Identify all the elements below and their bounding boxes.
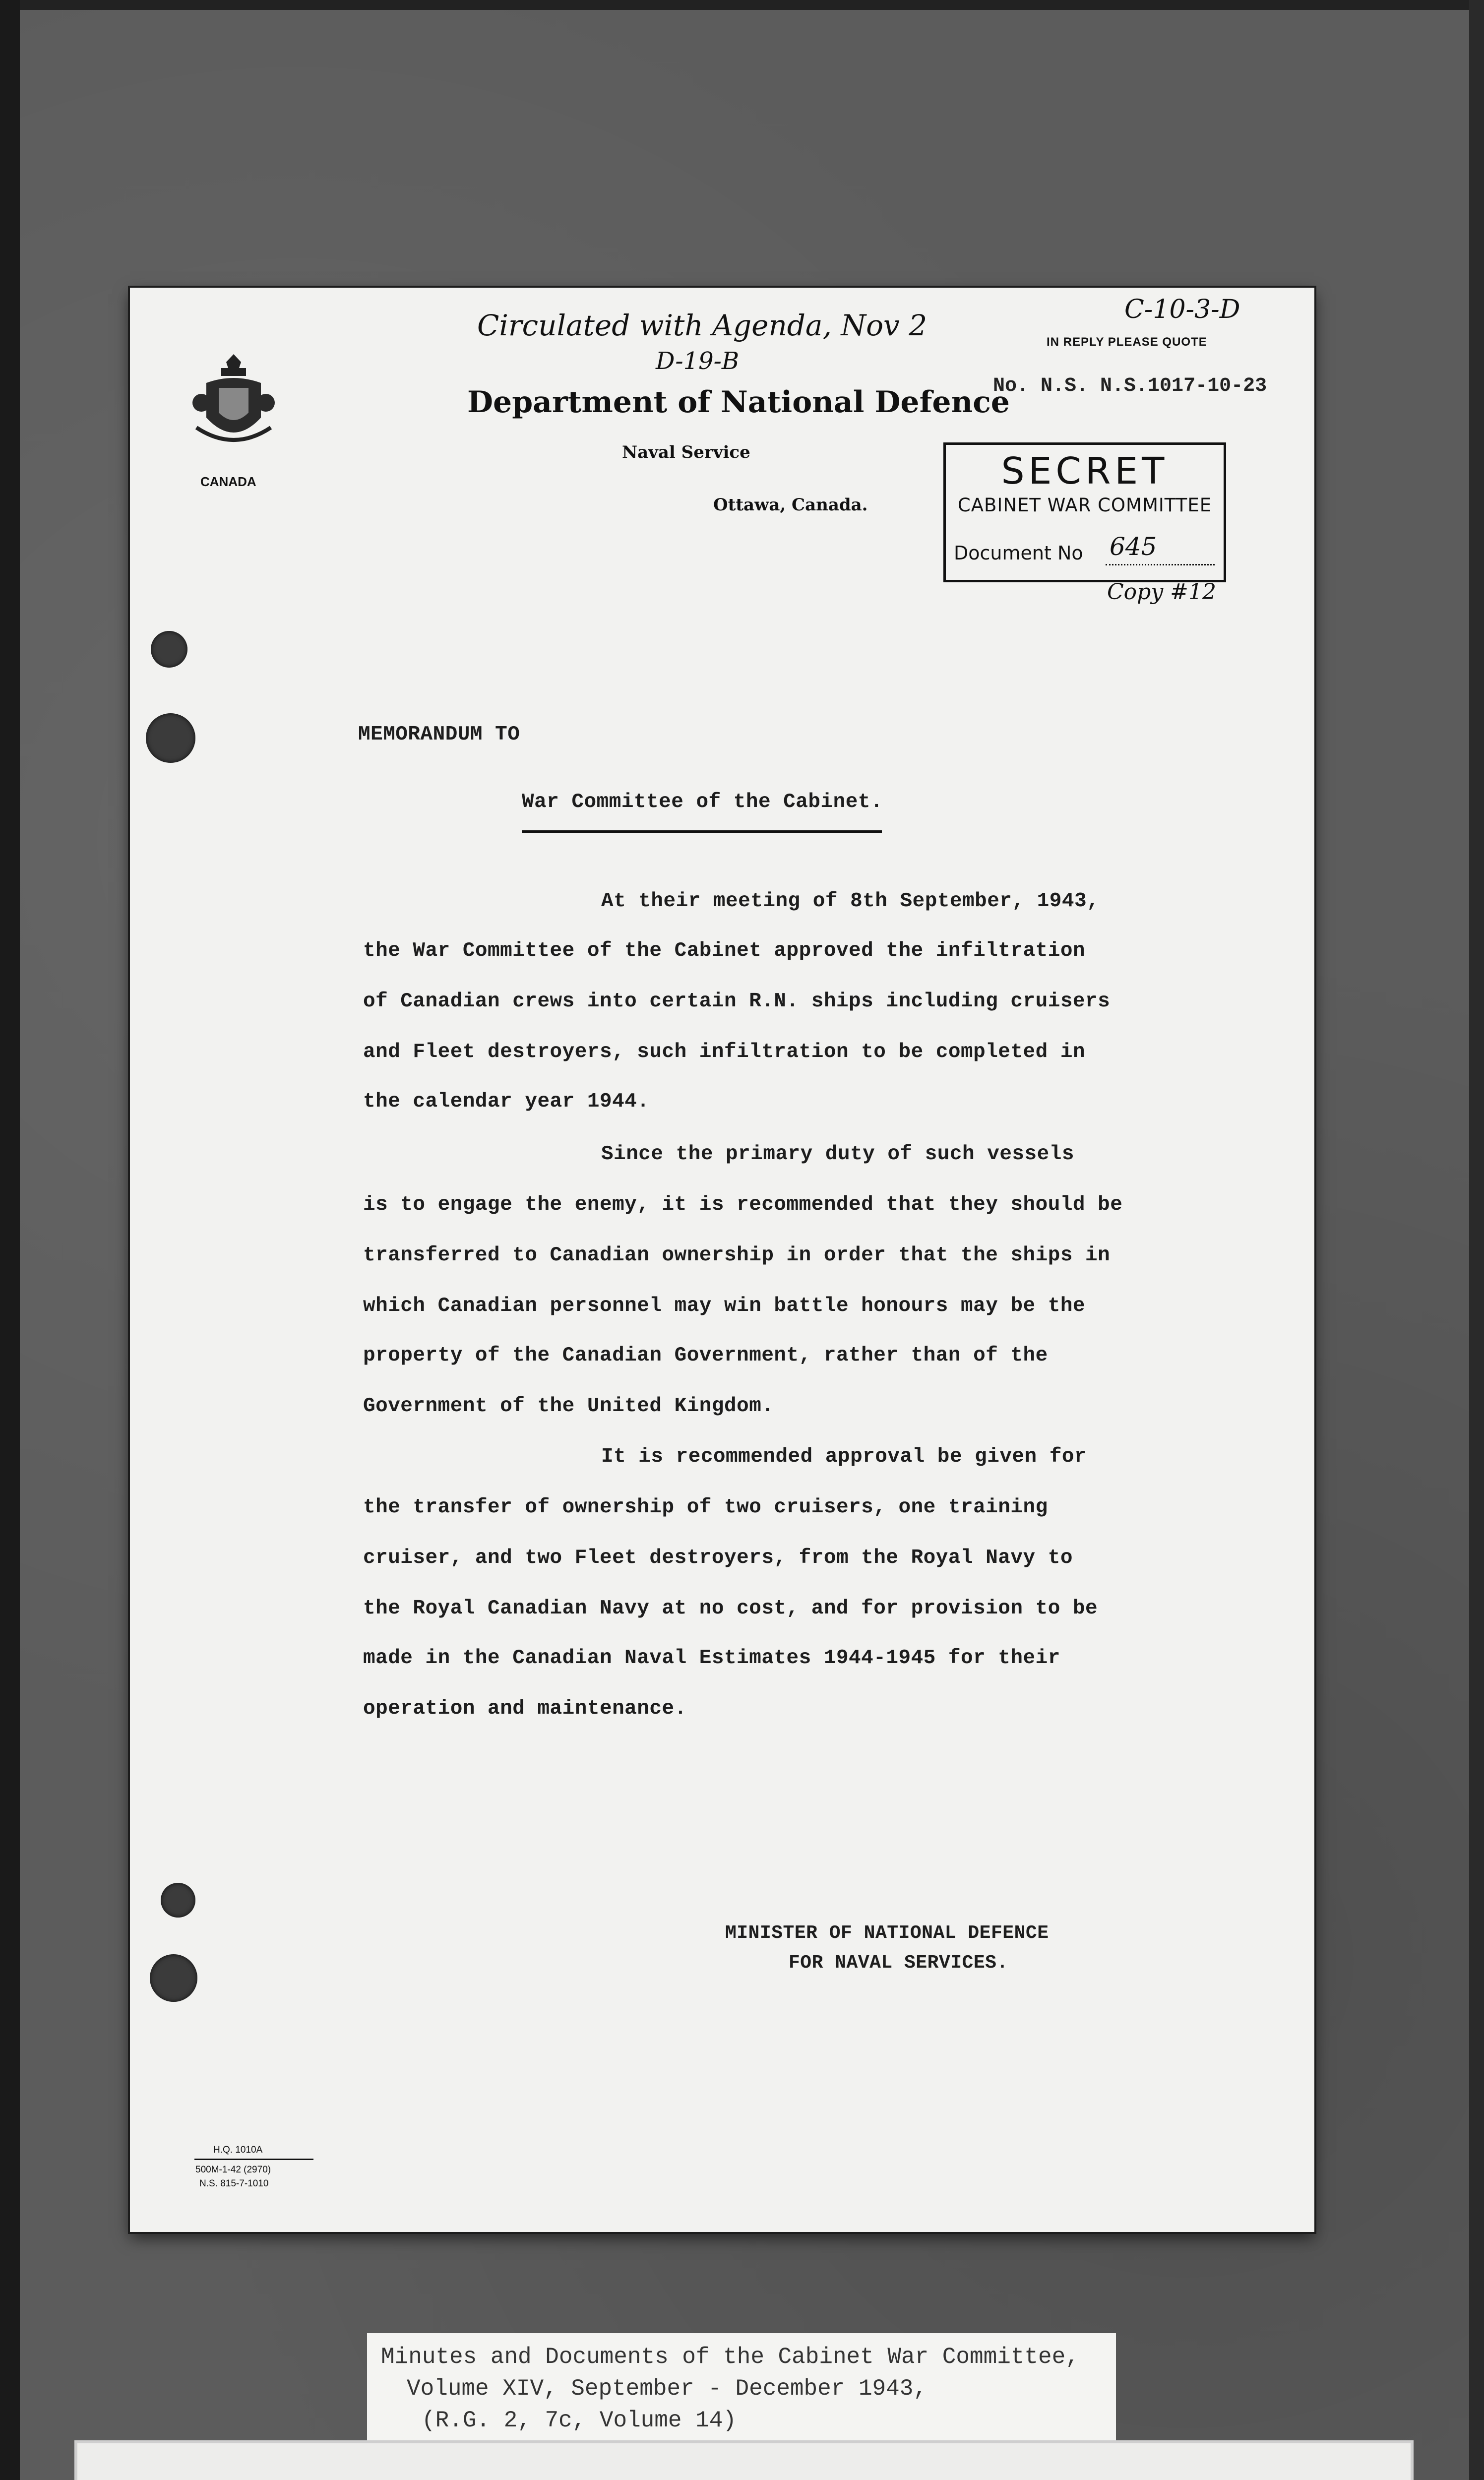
archive-caption-label — [367, 2333, 1116, 2442]
stamp-number-line — [1106, 564, 1215, 565]
punch-hole — [146, 713, 195, 763]
stamp-committee-text: CABINET WAR COMMITTEE — [957, 495, 1212, 516]
handwritten-circulated-note: Circulated with Agenda, Nov 2 — [477, 309, 928, 342]
form-code: 500M-1-42 (2970) — [195, 2165, 271, 2175]
reply-quote-label: IN REPLY PLEASE QUOTE — [1047, 335, 1207, 349]
para3-line: the transfer of ownership of two cruisers, one training — [363, 1496, 1048, 1519]
stamp-document-label: Document No — [954, 542, 1083, 564]
punch-hole — [150, 1954, 197, 2002]
naval-service-label: Naval Service — [622, 442, 750, 462]
para1-line: and Fleet destroyers, such infiltration to be completed in — [363, 1041, 1086, 1063]
punch-hole — [151, 631, 187, 668]
para2-line: transferred to Canadian ownership in order that the ships in — [363, 1244, 1111, 1267]
form-code-rule — [194, 2159, 313, 2160]
para2-line: property of the Canadian Government, rather than of the — [363, 1344, 1048, 1367]
location-label: Ottawa, Canada. — [713, 495, 868, 515]
caption-line: (R.G. 2, 7c, Volume 14) — [422, 2408, 737, 2433]
department-title: Department of National Defence — [467, 385, 1010, 420]
para1-line: of Canadian crews into certain R.N. ships including cruisers — [363, 990, 1111, 1013]
film-edge-right — [1469, 0, 1484, 2480]
para3-line: made in the Canadian Naval Estimates 1944-1945 for their — [363, 1647, 1060, 1670]
punch-hole — [161, 1883, 195, 1918]
memo-to-line: MEMORANDUM TO — [358, 723, 520, 746]
para3-line: cruiser, and two Fleet destroyers, from the Royal Navy to — [363, 1547, 1073, 1569]
para2-line: which Canadian personnel may win battle honours may be the — [363, 1295, 1086, 1317]
para1-line: the War Committee of the Cabinet approved the infiltration — [363, 939, 1086, 962]
signature-line: FOR NAVAL SERVICES. — [789, 1952, 1008, 1974]
canada-crest-icon — [191, 353, 276, 457]
crest-label: CANADA — [200, 474, 256, 489]
film-edge-top — [0, 0, 1484, 10]
stamp-document-number: 645 — [1110, 532, 1157, 561]
para3-line: It is recommended approval be given for — [601, 1445, 1087, 1468]
para3-line: operation and maintenance. — [363, 1697, 687, 1720]
form-code: N.S. 815-7-1010 — [199, 2178, 269, 2189]
stamp-secret-text: SECRET — [1001, 450, 1169, 493]
secret-stamp — [943, 442, 1226, 582]
handwritten-reference-top: C-10-3-D — [1124, 295, 1240, 324]
handwritten-copy-note: Copy #12 — [1107, 579, 1217, 605]
heading-underline — [522, 830, 882, 833]
caption-line: Volume XIV, September - December 1943, — [407, 2376, 927, 2402]
memorandum-sheet — [130, 288, 1314, 2232]
signature-line: MINISTER OF NATIONAL DEFENCE — [725, 1922, 1049, 1944]
para1-line: At their meeting of 8th September, 1943, — [601, 890, 1100, 913]
para2-line: Since the primary duty of such vessels — [601, 1143, 1074, 1166]
memo-heading: War Committee of the Cabinet. — [522, 791, 883, 813]
form-code: H.Q. 1010A — [213, 2145, 263, 2155]
para3-line: the Royal Canadian Navy at no cost, and for provision to be — [363, 1597, 1098, 1620]
handwritten-d-reference: D-19-B — [656, 347, 740, 375]
public-archives-card — [74, 2440, 1414, 2480]
para1-line: the calendar year 1944. — [363, 1090, 650, 1113]
para2-line: Government of the United Kingdom. — [363, 1395, 774, 1418]
film-edge-left — [0, 0, 20, 2480]
para2-line: is to engage the enemy, it is recommended that they should be — [363, 1193, 1123, 1216]
caption-line: Minutes and Documents of the Cabinet War Committee, — [381, 2344, 1079, 2370]
file-number: No. N.S. N.S.1017-10-23 — [993, 375, 1267, 397]
